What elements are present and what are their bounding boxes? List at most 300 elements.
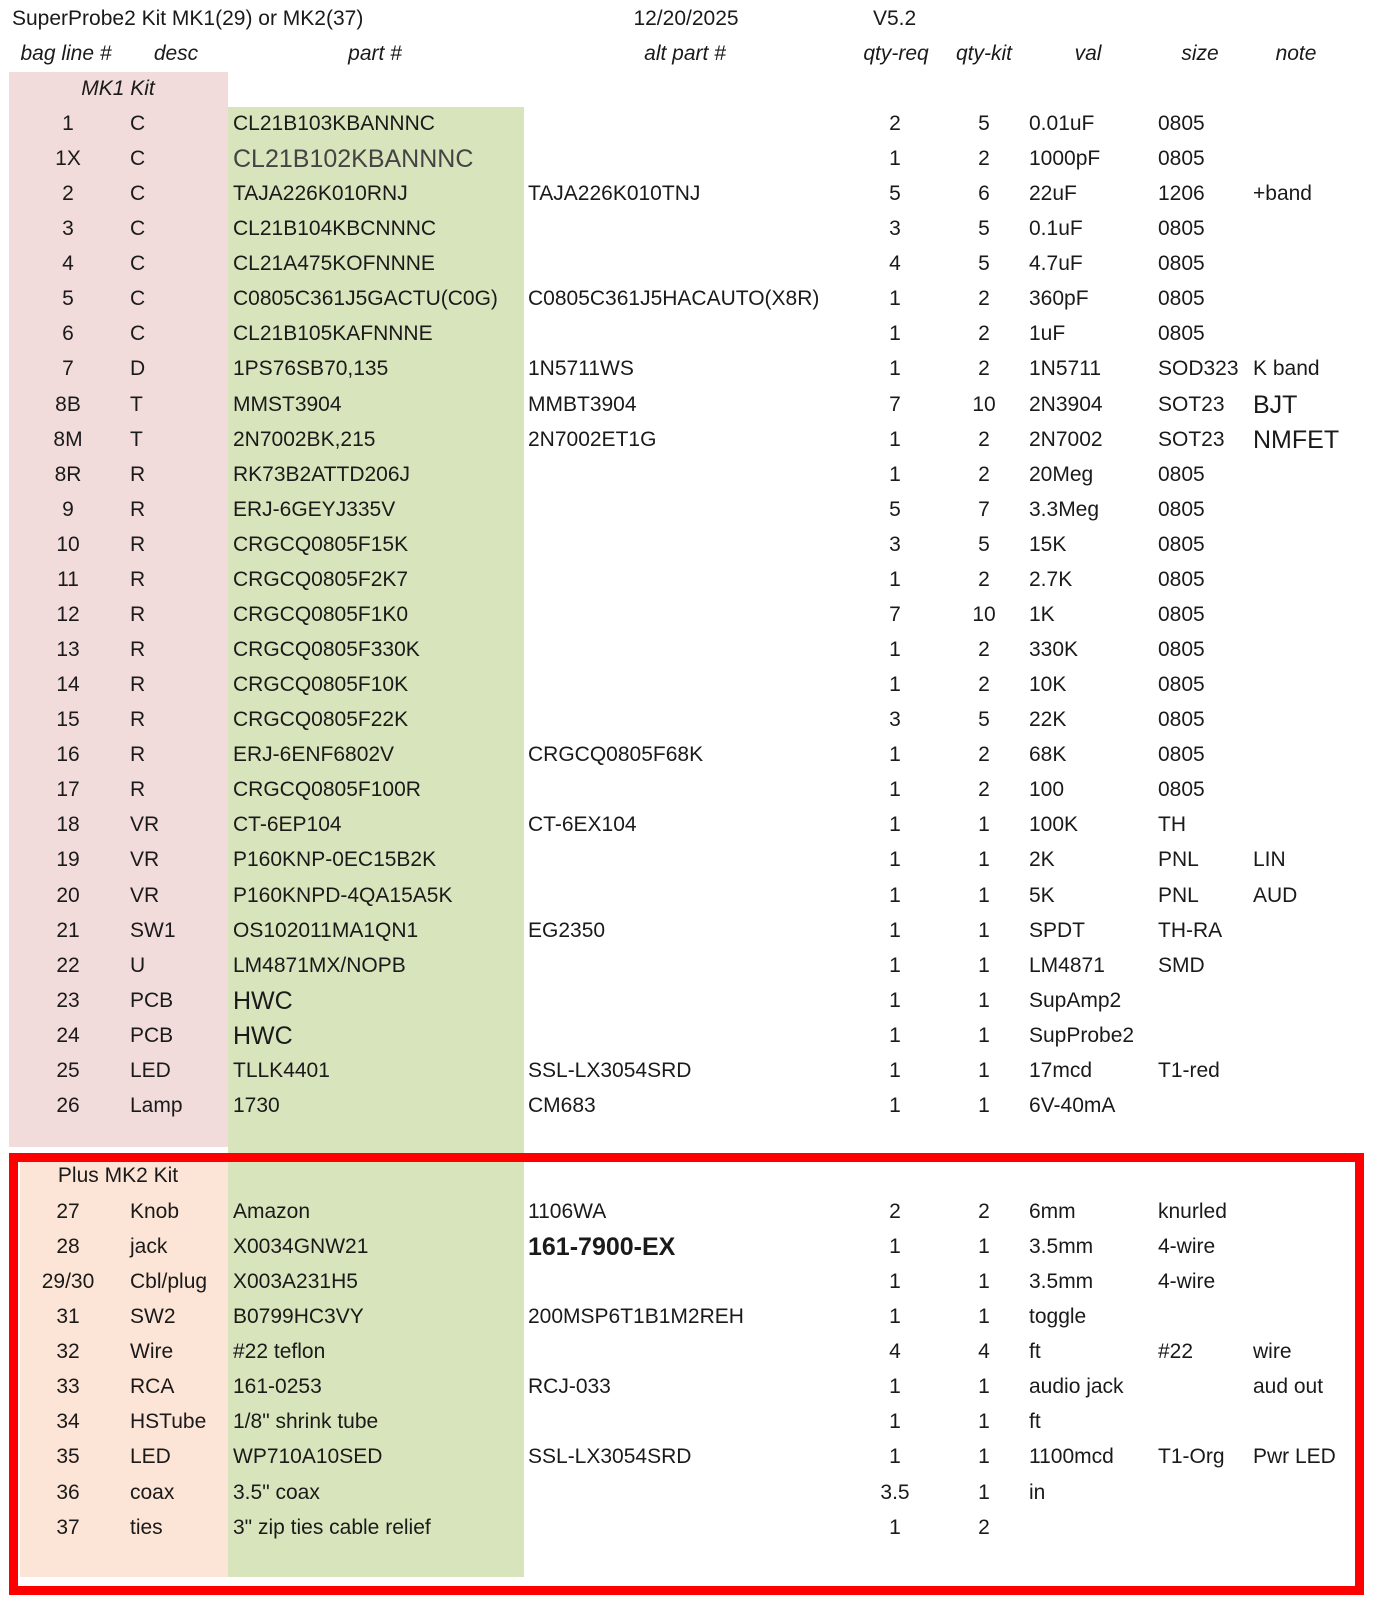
val-cell: LM4871 (1029, 954, 1105, 977)
qty-kit-cell: 1 (978, 1305, 990, 1328)
part-number-cell: TAJA226K010RNJ (233, 182, 408, 205)
desc-cell: Lamp (130, 1094, 183, 1117)
part-number-cell: Amazon (233, 1200, 311, 1223)
qty-req-cell: 1 (889, 1516, 901, 1539)
qty-req-cell: 1 (889, 322, 901, 345)
col-header-alt-part: alt part # (644, 42, 726, 65)
part-number-cell: CT-6EP104 (233, 813, 342, 836)
qty-req-cell: 1 (889, 1094, 901, 1117)
size-cell: knurled (1158, 1200, 1227, 1223)
qty-kit-cell: 1 (978, 1445, 990, 1468)
val-cell: 6mm (1029, 1200, 1076, 1223)
val-cell: 100K (1029, 813, 1079, 836)
col-header-size: size (1181, 42, 1219, 65)
qty-kit-cell: 1 (978, 1094, 990, 1117)
alt-part-cell: 200MSP6T1B1M2REH (528, 1305, 744, 1328)
qty-req-cell: 1 (889, 1445, 901, 1468)
alt-part-cell: 2N7002ET1G (528, 428, 657, 451)
val-cell: 100 (1029, 778, 1065, 801)
size-cell: 0805 (1158, 147, 1205, 170)
part-number-cell: 1PS76SB70,135 (233, 357, 389, 380)
size-cell: 0805 (1158, 638, 1205, 661)
part-number-cell: CRGCQ0805F2K7 (233, 568, 409, 591)
bag-line-cell: 1 (62, 112, 74, 135)
sheet-title: SuperProbe2 Kit MK1(29) or MK2(37) (12, 7, 364, 30)
qty-kit-cell: 1 (978, 1375, 990, 1398)
desc-cell: D (130, 357, 146, 380)
alt-part-cell: CRGCQ0805F68K (528, 743, 704, 766)
qty-kit-cell: 2 (978, 778, 990, 801)
size-cell: SOD323 (1158, 357, 1239, 380)
size-cell: 0805 (1158, 252, 1205, 275)
qty-req-cell: 1 (889, 1410, 901, 1433)
part-number-cell: CRGCQ0805F100R (233, 778, 421, 801)
bag-line-cell: 3 (62, 217, 74, 240)
note-cell: AUD (1253, 884, 1298, 907)
part-number-cell: CL21A475KOFNNNE (233, 252, 435, 275)
alt-part-cell: SSL-LX3054SRD (528, 1445, 692, 1468)
qty-req-cell: 1 (889, 428, 901, 451)
qty-kit-cell: 1 (978, 1059, 990, 1082)
col-header-qty-kit: qty-kit (955, 42, 1013, 65)
val-cell: ft (1029, 1340, 1041, 1363)
part-number-cell: OS102011MA1QN1 (233, 919, 419, 942)
val-cell: 20Meg (1029, 463, 1094, 486)
size-cell: #22 (1158, 1340, 1194, 1363)
bag-line-cell: 6 (62, 322, 74, 345)
desc-cell: RCA (130, 1375, 175, 1398)
qty-req-cell: 1 (889, 147, 901, 170)
col-header-part: part # (348, 42, 402, 65)
qty-kit-cell: 2 (978, 568, 990, 591)
desc-cell: R (130, 568, 146, 591)
val-cell: ft (1029, 1410, 1041, 1433)
desc-cell: SW1 (130, 919, 176, 942)
val-cell: 5K (1029, 884, 1055, 907)
desc-cell: C (130, 287, 146, 310)
bag-line-cell: 1X (55, 147, 81, 170)
desc-cell: R (130, 603, 146, 626)
size-cell: 0805 (1158, 743, 1205, 766)
bag-line-cell: 37 (56, 1516, 80, 1539)
part-number-cell: CL21B105KAFNNNE (233, 322, 433, 345)
bag-line-cell: 7 (62, 357, 74, 380)
qty-req-cell: 1 (889, 357, 901, 380)
desc-cell: PCB (130, 1024, 174, 1047)
val-cell: 360pF (1029, 287, 1089, 310)
qty-req-cell: 1 (889, 287, 901, 310)
qty-kit-cell: 2 (978, 1200, 990, 1223)
col-header-line: bag line # (20, 42, 112, 65)
qty-req-cell: 2 (889, 112, 901, 135)
val-cell: 17mcd (1029, 1059, 1093, 1082)
val-cell: 1K (1029, 603, 1055, 626)
bag-line-cell: 13 (56, 638, 80, 661)
qty-req-cell: 1 (889, 989, 901, 1012)
part-number-cell: P160KNPD-4QA15A5K (233, 884, 453, 907)
val-cell: 2N7002 (1029, 428, 1103, 451)
qty-req-cell: 1 (889, 463, 901, 486)
part-number-cell: CL21B103KBANNNC (233, 112, 435, 135)
val-cell: SPDT (1029, 919, 1086, 942)
qty-kit-cell: 2 (978, 322, 990, 345)
note-cell: LIN (1253, 848, 1286, 871)
part-number-cell: #22 teflon (233, 1340, 326, 1363)
val-cell: 15K (1029, 533, 1067, 556)
bag-line-cell: 28 (56, 1235, 80, 1258)
part-number-cell: CL21B104KBCNNNC (233, 217, 437, 240)
qty-req-cell: 1 (889, 1235, 901, 1258)
qty-req-cell: 1 (889, 1024, 901, 1047)
desc-cell: R (130, 638, 146, 661)
size-cell: 0805 (1158, 112, 1205, 135)
qty-req-cell: 3 (889, 533, 901, 556)
val-cell: 3.5mm (1029, 1235, 1094, 1258)
qty-req-cell: 1 (889, 638, 901, 661)
qty-req-cell: 3 (889, 708, 901, 731)
qty-req-cell: 7 (889, 603, 901, 626)
qty-kit-cell: 2 (978, 1516, 990, 1539)
qty-req-cell: 1 (889, 673, 901, 696)
alt-part-cell: RCJ-033 (528, 1375, 611, 1398)
qty-req-cell: 1 (889, 1375, 901, 1398)
sheet-date: 12/20/2025 (633, 7, 739, 30)
part-number-cell: HWC (233, 987, 293, 1015)
qty-kit-cell: 5 (978, 533, 990, 556)
bag-line-cell: 36 (56, 1481, 80, 1504)
qty-kit-cell: 2 (978, 673, 990, 696)
qty-kit-cell: 4 (978, 1340, 990, 1363)
qty-kit-cell: 2 (978, 147, 990, 170)
qty-kit-cell: 10 (972, 603, 996, 626)
bag-line-cell: 22 (56, 954, 80, 977)
desc-cell: R (130, 463, 146, 486)
bag-line-cell: 12 (56, 603, 80, 626)
val-cell: 4.7uF (1029, 252, 1083, 275)
qty-kit-cell: 1 (978, 813, 990, 836)
qty-req-cell: 1 (889, 743, 901, 766)
bag-line-cell: 16 (56, 743, 80, 766)
size-cell: PNL (1158, 884, 1199, 907)
bag-line-cell: 35 (56, 1445, 80, 1468)
desc-cell: C (130, 252, 146, 275)
val-cell: 330K (1029, 638, 1079, 661)
bag-line-cell: 24 (56, 1024, 80, 1047)
val-cell: 22K (1029, 708, 1067, 731)
qty-kit-cell: 2 (978, 287, 990, 310)
desc-cell: Cbl/plug (130, 1270, 208, 1293)
bag-line-cell: 21 (56, 919, 80, 942)
size-cell: 0805 (1158, 463, 1205, 486)
val-cell: 2N3904 (1029, 393, 1103, 416)
val-cell: 1000pF (1029, 147, 1101, 170)
qty-req-cell: 4 (889, 252, 901, 275)
qty-req-cell: 5 (889, 182, 901, 205)
qty-kit-cell: 7 (978, 498, 990, 521)
desc-cell: Knob (130, 1200, 180, 1223)
alt-part-cell: 1N5711WS (528, 357, 634, 380)
qty-req-cell: 1 (889, 1305, 901, 1328)
qty-kit-cell: 5 (978, 708, 990, 731)
qty-kit-cell: 1 (978, 1481, 990, 1504)
part-number-cell: ERJ-6GEYJ335V (233, 498, 396, 521)
bag-line-cell: 19 (56, 848, 80, 871)
val-cell: 1uF (1029, 322, 1066, 345)
bag-line-cell: 10 (56, 533, 80, 556)
qty-kit-cell: 1 (978, 1235, 990, 1258)
val-cell: 6V-40mA (1029, 1094, 1116, 1117)
mk2-column-shading (20, 1162, 228, 1577)
alt-part-cell: CM683 (528, 1094, 596, 1117)
part-number-cell: 3" zip ties cable relief (233, 1516, 431, 1539)
size-cell: SOT23 (1158, 393, 1225, 416)
size-cell: 0805 (1158, 778, 1205, 801)
qty-req-cell: 1 (889, 848, 901, 871)
desc-cell: VR (130, 848, 160, 871)
size-cell: 0805 (1158, 217, 1205, 240)
qty-kit-cell: 1 (978, 848, 990, 871)
desc-cell: R (130, 708, 146, 731)
qty-kit-cell: 1 (978, 1024, 990, 1047)
val-cell: 2.7K (1029, 568, 1073, 591)
bag-line-cell: 34 (56, 1410, 80, 1433)
qty-kit-cell: 2 (978, 428, 990, 451)
note-cell: NMFET (1253, 426, 1340, 454)
qty-kit-cell: 2 (978, 743, 990, 766)
desc-cell: C (130, 322, 146, 345)
qty-req-cell: 2 (889, 1200, 901, 1223)
val-cell: 0.1uF (1029, 217, 1083, 240)
part-number-cell: HWC (233, 1022, 293, 1050)
col-header-desc: desc (153, 42, 199, 65)
bag-line-cell: 9 (62, 498, 74, 521)
bag-line-cell: 31 (56, 1305, 80, 1328)
qty-kit-cell: 5 (978, 112, 990, 135)
part-number-cell: RK73B2ATTD206J (233, 463, 411, 486)
desc-cell: U (130, 954, 146, 977)
desc-cell: LED (130, 1059, 171, 1082)
bag-line-cell: 14 (56, 673, 80, 696)
qty-req-cell: 1 (889, 954, 901, 977)
qty-kit-cell: 1 (978, 884, 990, 907)
size-cell: 0805 (1158, 322, 1205, 345)
size-cell: 1206 (1158, 182, 1205, 205)
part-number-cell: CRGCQ0805F10K (233, 673, 409, 696)
desc-cell: VR (130, 884, 160, 907)
desc-cell: jack (130, 1235, 168, 1258)
size-cell: SOT23 (1158, 428, 1225, 451)
desc-cell: HSTube (130, 1410, 207, 1433)
part-number-cell: CL21B102KBANNNC (233, 145, 474, 173)
part-number-cell: ERJ-6ENF6802V (233, 743, 395, 766)
part-number-cell: P160KNP-0EC15B2K (233, 848, 437, 871)
part-number-cell: MMST3904 (233, 393, 342, 416)
qty-req-cell: 5 (889, 498, 901, 521)
qty-req-cell: 1 (889, 813, 901, 836)
qty-kit-cell: 1 (978, 1410, 990, 1433)
alt-part-cell: TAJA226K010TNJ (528, 182, 701, 205)
alt-part-cell: MMBT3904 (528, 393, 637, 416)
part-number-cell: 3.5" coax (233, 1481, 320, 1504)
desc-cell: T (130, 428, 143, 451)
size-cell: TH (1158, 813, 1186, 836)
qty-kit-cell: 6 (978, 182, 990, 205)
note-cell: BJT (1253, 391, 1298, 419)
alt-part-cell: EG2350 (528, 919, 606, 942)
qty-req-cell: 1 (889, 568, 901, 591)
bag-line-cell: 25 (56, 1059, 80, 1082)
mk1-column-shading (9, 72, 228, 1147)
note-cell: K band (1253, 357, 1320, 380)
size-cell: T1-red (1158, 1059, 1220, 1082)
part-number-cell: X003A231H5 (233, 1270, 358, 1293)
note-cell: Pwr LED (1253, 1445, 1336, 1468)
alt-part-cell: 1106WA (528, 1200, 607, 1223)
desc-cell: VR (130, 813, 160, 836)
val-cell: toggle (1029, 1305, 1087, 1328)
qty-kit-cell: 1 (978, 989, 990, 1012)
part-number-cell: TLLK4401 (233, 1059, 330, 1082)
val-cell: 0.01uF (1029, 112, 1095, 135)
desc-cell: PCB (130, 989, 174, 1012)
bag-line-cell: 23 (56, 989, 80, 1012)
desc-cell: C (130, 112, 146, 135)
part-number-cell: B0799HC3VY (233, 1305, 364, 1328)
desc-cell: SW2 (130, 1305, 176, 1328)
val-cell: SupProbe2 (1029, 1024, 1135, 1047)
qty-req-cell: 4 (889, 1340, 901, 1363)
val-cell: 1N5711 (1029, 357, 1102, 380)
qty-req-cell: 1 (889, 919, 901, 942)
bag-line-cell: 20 (56, 884, 80, 907)
desc-cell: ties (130, 1516, 163, 1539)
desc-cell: C (130, 147, 146, 170)
desc-cell: C (130, 182, 146, 205)
part-number-cell: CRGCQ0805F15K (233, 533, 409, 556)
qty-req-cell: 1 (889, 1270, 901, 1293)
part-number-cell: X0034GNW21 (233, 1235, 369, 1258)
desc-cell: Wire (130, 1340, 174, 1363)
size-cell: SMD (1158, 954, 1205, 977)
bag-line-cell: 8M (53, 428, 83, 451)
qty-kit-cell: 2 (978, 638, 990, 661)
bag-line-cell: 15 (56, 708, 80, 731)
desc-cell: coax (130, 1481, 175, 1504)
qty-kit-cell: 1 (978, 919, 990, 942)
mk2-section-label: Plus MK2 Kit (57, 1164, 179, 1187)
val-cell: SupAmp2 (1029, 989, 1122, 1012)
part-number-cell: WP710A10SED (233, 1445, 383, 1468)
bag-line-cell: 17 (56, 778, 80, 801)
bag-line-cell: 26 (56, 1094, 80, 1117)
desc-cell: R (130, 778, 146, 801)
mk1-section-label: MK1 Kit (81, 77, 155, 100)
desc-cell: T (130, 393, 143, 416)
qty-kit-cell: 2 (978, 463, 990, 486)
part-number-cell: C0805C361J5GACTU(C0G) (233, 287, 498, 310)
desc-cell: R (130, 498, 146, 521)
desc-cell: LED (130, 1445, 171, 1468)
bag-line-cell: 27 (56, 1200, 80, 1223)
size-cell: 0805 (1158, 568, 1205, 591)
bag-line-cell: 8B (55, 393, 81, 416)
part-number-cell: 1730 (233, 1094, 280, 1117)
part-number-cell: 2N7002BK,215 (233, 428, 376, 451)
bag-line-cell: 29/30 (41, 1270, 95, 1293)
alt-part-cell: SSL-LX3054SRD (528, 1059, 692, 1082)
bag-line-cell: 4 (62, 252, 74, 275)
qty-kit-cell: 10 (972, 393, 996, 416)
part-number-cell: 161-0253 (233, 1375, 322, 1398)
size-cell: 0805 (1158, 533, 1205, 556)
qty-req-cell: 3 (889, 217, 901, 240)
size-cell: 0805 (1158, 603, 1205, 626)
bag-line-cell: 18 (56, 813, 80, 836)
val-cell: 2K (1029, 848, 1055, 871)
qty-req-cell: 1 (889, 1059, 901, 1082)
qty-req-cell: 1 (889, 884, 901, 907)
size-cell: 0805 (1158, 498, 1205, 521)
size-cell: PNL (1158, 848, 1199, 871)
qty-req-cell: 1 (889, 778, 901, 801)
alt-part-cell: 161-7900-EX (528, 1233, 676, 1261)
val-cell: 3.3Meg (1029, 498, 1100, 521)
part-number-cell: LM4871MX/NOPB (233, 954, 406, 977)
note-cell: +band (1253, 182, 1312, 205)
val-cell: 68K (1029, 743, 1067, 766)
qty-kit-cell: 5 (978, 252, 990, 275)
alt-part-cell: CT-6EX104 (528, 813, 637, 836)
qty-kit-cell: 1 (978, 954, 990, 977)
note-cell: wire (1253, 1340, 1292, 1363)
val-cell: 22uF (1029, 182, 1077, 205)
qty-kit-cell: 1 (978, 1270, 990, 1293)
qty-req-cell: 3.5 (880, 1481, 910, 1504)
size-cell: 4-wire (1158, 1235, 1216, 1258)
qty-req-cell: 7 (889, 393, 901, 416)
size-cell: 0805 (1158, 708, 1205, 731)
part-number-cell: CRGCQ0805F1K0 (233, 603, 409, 626)
sheet-version: V5.2 (873, 7, 917, 30)
col-header-qty-req: qty-req (863, 42, 929, 65)
note-cell: aud out (1253, 1375, 1324, 1398)
bag-line-cell: 11 (57, 568, 79, 591)
bag-line-cell: 2 (62, 182, 74, 205)
desc-cell: C (130, 217, 146, 240)
col-header-val: val (1074, 42, 1102, 65)
bag-line-cell: 33 (56, 1375, 80, 1398)
val-cell: audio jack (1029, 1375, 1124, 1398)
qty-kit-cell: 2 (978, 357, 990, 380)
size-cell: T1-Org (1158, 1445, 1225, 1468)
qty-kit-cell: 5 (978, 217, 990, 240)
size-cell: TH-RA (1158, 919, 1223, 942)
size-cell: 4-wire (1158, 1270, 1216, 1293)
part-number-cell: CRGCQ0805F330K (233, 638, 420, 661)
part-number-cell: CRGCQ0805F22K (233, 708, 409, 731)
val-cell: 1100mcd (1029, 1445, 1114, 1468)
bag-line-cell: 8R (54, 463, 82, 486)
desc-cell: R (130, 533, 146, 556)
part-number-cell: 1/8" shrink tube (233, 1410, 379, 1433)
col-header-note: note (1275, 42, 1317, 65)
val-cell: in (1029, 1481, 1046, 1504)
alt-part-cell: C0805C361J5HACAUTO(X8R) (528, 287, 820, 310)
bag-line-cell: 5 (62, 287, 74, 310)
desc-cell: R (130, 743, 146, 766)
size-cell: 0805 (1158, 673, 1205, 696)
desc-cell: R (130, 673, 146, 696)
